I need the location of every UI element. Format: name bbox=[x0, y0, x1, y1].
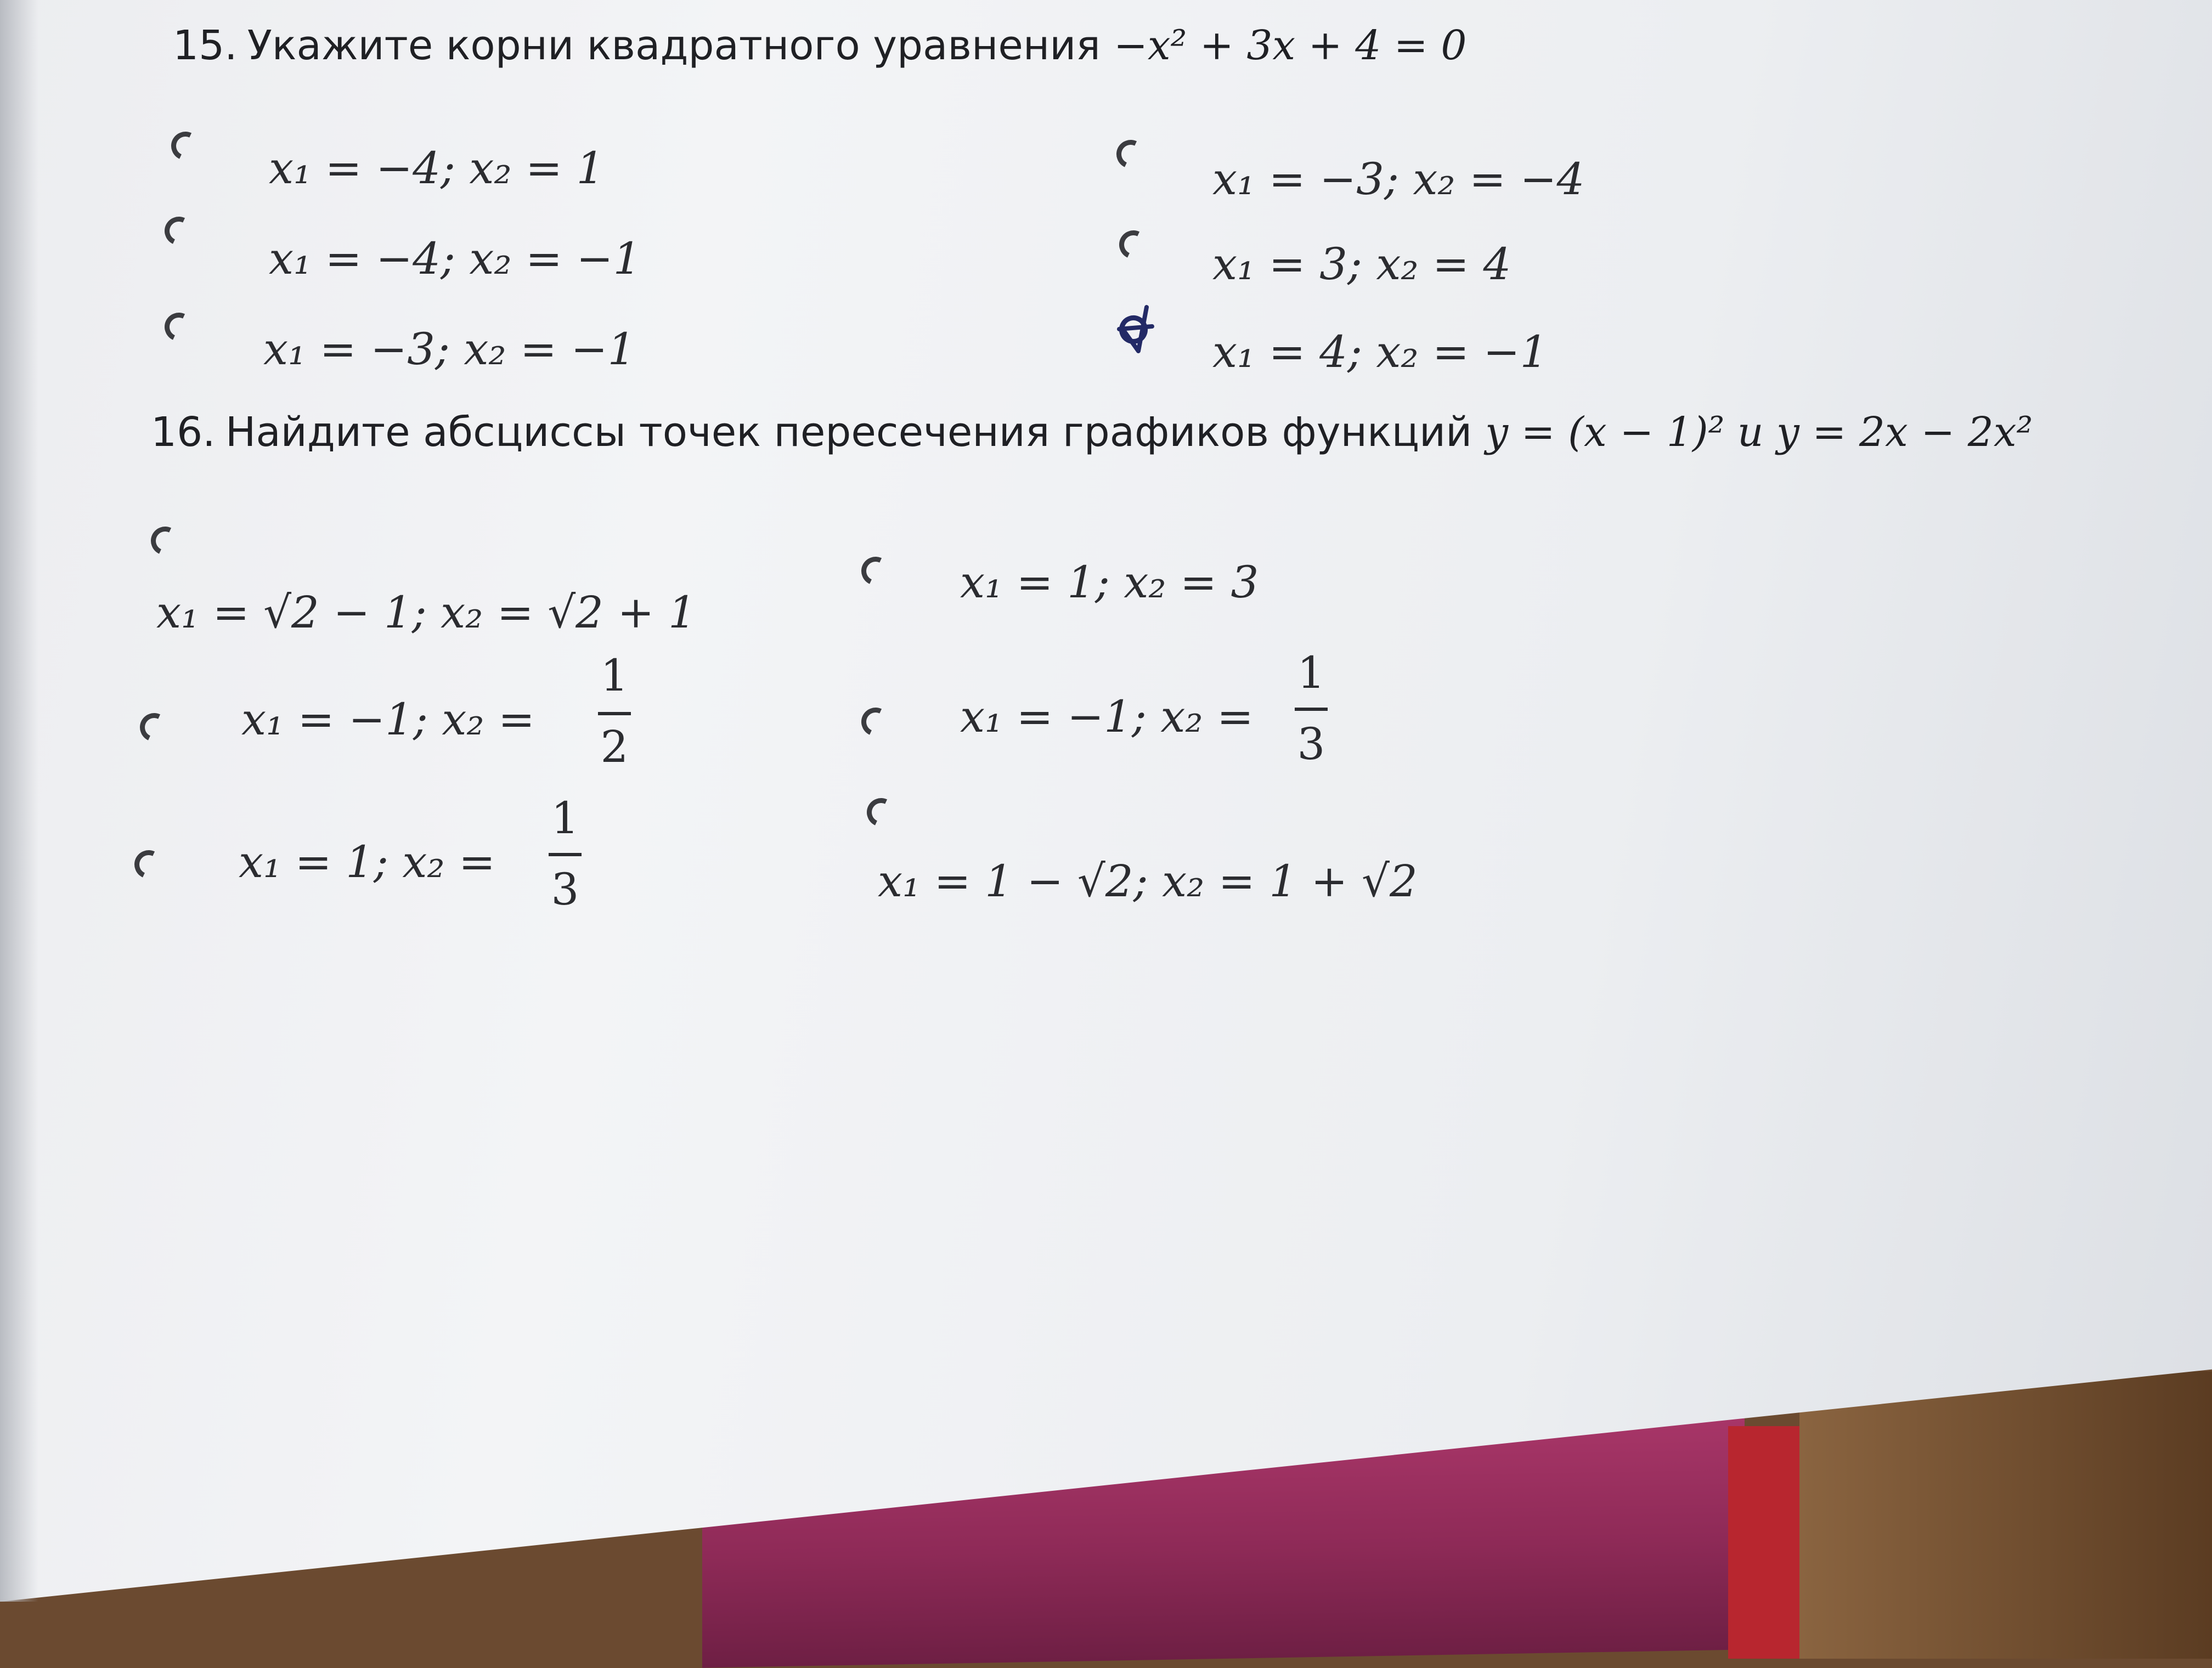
question-number: 15. bbox=[173, 22, 238, 69]
answer-q16-opt3: x₁ = −1; x₂ = bbox=[241, 694, 535, 745]
answer-q16-opt1: x₁ = √2 − 1; x₂ = √2 + 1 bbox=[156, 587, 696, 638]
fraction-bar bbox=[549, 853, 582, 856]
fraction-bar bbox=[598, 712, 631, 715]
question-16-title bbox=[151, 409, 2033, 456]
question-text: Укажите корни квадратного уравнения bbox=[247, 22, 1101, 69]
fraction-numerator: 1 bbox=[600, 650, 629, 701]
fraction-denominator: 2 bbox=[600, 721, 629, 772]
answer-q16-opt2: x₁ = 1; x₂ = 3 bbox=[960, 557, 1259, 608]
fraction-numerator: 1 bbox=[551, 793, 579, 844]
answer-q15-opt3: x₁ = −4; x₂ = −1 bbox=[269, 233, 641, 284]
answer-q15-opt1: x₁ = −4; x₂ = 1 bbox=[269, 143, 605, 194]
question-equation: y = (x − 1)² и y = 2x − 2x² bbox=[1485, 409, 2033, 456]
answer-q15-opt5: x₁ = −3; x₂ = −1 bbox=[263, 324, 636, 375]
question-equation: −x² + 3x + 4 = 0 bbox=[1113, 22, 1467, 69]
question-15-title bbox=[173, 22, 1466, 69]
wooden-desk bbox=[1799, 1371, 2212, 1659]
fraction-bar bbox=[1295, 708, 1328, 711]
answer-q16-opt4: x₁ = −1; x₂ = bbox=[960, 691, 1254, 742]
question-number: 16. bbox=[151, 409, 216, 456]
pen-checkmark-icon bbox=[1114, 299, 1163, 359]
answer-q16-opt6: x₁ = 1 − √2; x₂ = 1 + √2 bbox=[878, 856, 1418, 907]
fraction-denominator: 3 bbox=[1297, 719, 1325, 770]
fraction-numerator: 1 bbox=[1297, 647, 1325, 698]
answer-q15-opt2: x₁ = −3; x₂ = −4 bbox=[1212, 154, 1585, 205]
paper-shadow bbox=[0, 0, 38, 1602]
answer-q15-opt6: x₁ = 4; x₂ = −1 bbox=[1212, 326, 1548, 377]
question-text: Найдите абсциссы точек пересечения графиков функций bbox=[225, 409, 1472, 456]
answer-q16-opt5: x₁ = 1; x₂ = bbox=[239, 836, 496, 887]
answer-q15-opt4: x₁ = 3; x₂ = 4 bbox=[1212, 239, 1511, 290]
red-folder-edge bbox=[1728, 1426, 1799, 1659]
fraction-denominator: 3 bbox=[551, 864, 579, 915]
